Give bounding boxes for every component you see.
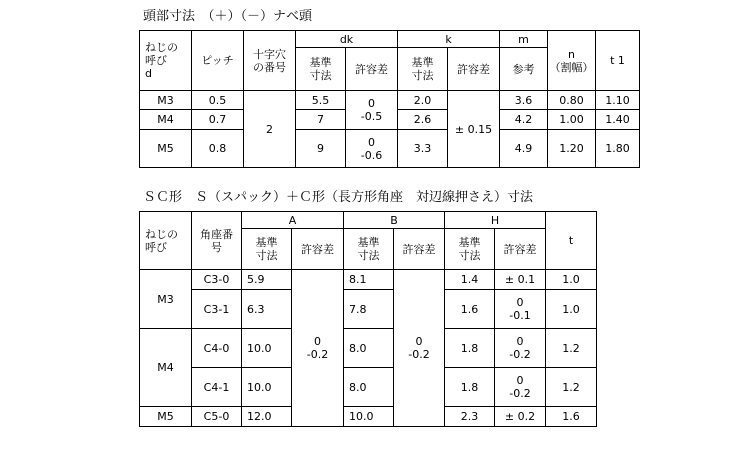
cell-b: 8.0 bbox=[344, 368, 394, 407]
cell-k: 2.0 bbox=[398, 91, 448, 110]
cell-dk: 5.5 bbox=[296, 91, 346, 110]
table-row bbox=[140, 130, 640, 168]
table2-title: ＳＣ形 Ｓ（スパック）＋Ｃ形（長方形角座 対辺線押さえ）寸法 bbox=[143, 190, 534, 205]
cell-h-tolerance: 0 -0.2 bbox=[495, 368, 546, 407]
cell-washer-no: C4-0 bbox=[192, 329, 242, 368]
header-b-basic: 基準 寸法 bbox=[344, 229, 394, 270]
cell-nominal-m5: M5 bbox=[140, 407, 192, 427]
cell-washer-no: C3-0 bbox=[192, 270, 242, 290]
header-cross-recess-no: 十字穴 の番号 bbox=[244, 31, 296, 91]
header-A: A bbox=[242, 212, 344, 229]
cell-washer-no: C5-0 bbox=[192, 407, 242, 427]
cell-pitch: 0.8 bbox=[192, 130, 244, 168]
cell-h-tolerance: 0 -0.2 bbox=[495, 329, 546, 368]
sc-washer-dimensions-table bbox=[139, 211, 597, 427]
cell-h: 1.8 bbox=[445, 329, 495, 368]
cell-m: 3.6 bbox=[500, 91, 548, 110]
cell-d: M5 bbox=[140, 130, 192, 168]
cell-washer-no: C4-1 bbox=[192, 368, 242, 407]
cell-m: 4.9 bbox=[500, 130, 548, 168]
cell-b: 7.8 bbox=[344, 290, 394, 329]
cell-b: 8.0 bbox=[344, 329, 394, 368]
cell-a: 12.0 bbox=[242, 407, 292, 427]
header-B: B bbox=[344, 212, 445, 229]
cell-b: 8.1 bbox=[344, 270, 394, 290]
cell-d: M4 bbox=[140, 110, 192, 130]
cell-t1: 1.80 bbox=[596, 130, 640, 168]
header-nominal: ねじの 呼び bbox=[140, 212, 192, 270]
cell-n: 0.80 bbox=[548, 91, 596, 110]
cell-m: 4.2 bbox=[500, 110, 548, 130]
header-n: n （割幅） bbox=[548, 31, 596, 91]
cell-t1: 1.40 bbox=[596, 110, 640, 130]
cell-dk-tolerance: 0 -0.5 bbox=[346, 91, 398, 130]
table-row bbox=[140, 407, 597, 427]
header-nominal-d: ねじの 呼び d bbox=[140, 31, 192, 91]
head-dimensions-table bbox=[139, 30, 640, 168]
cell-pitch: 0.5 bbox=[192, 91, 244, 110]
cell-pitch: 0.7 bbox=[192, 110, 244, 130]
header-dk: dk bbox=[296, 31, 398, 48]
header-t: t bbox=[546, 212, 597, 270]
cell-a: 5.9 bbox=[242, 270, 292, 290]
table-row bbox=[140, 270, 597, 290]
cell-nominal-m3: M3 bbox=[140, 270, 192, 329]
cell-b-tolerance: 0 -0.2 bbox=[394, 270, 445, 427]
cell-h: 2.3 bbox=[445, 407, 495, 427]
cell-dk: 7 bbox=[296, 110, 346, 130]
cell-a: 10.0 bbox=[242, 329, 292, 368]
cell-d: M3 bbox=[140, 91, 192, 110]
cell-t: 1.0 bbox=[546, 270, 597, 290]
cell-t: 1.0 bbox=[546, 290, 597, 329]
cell-h: 1.6 bbox=[445, 290, 495, 329]
header-t1: t 1 bbox=[596, 31, 640, 91]
cell-h-tolerance: ± 0.1 bbox=[495, 270, 546, 290]
header-a-basic: 基準 寸法 bbox=[242, 229, 292, 270]
cell-n: 1.00 bbox=[548, 110, 596, 130]
cell-k-tolerance: ± 0.15 bbox=[448, 91, 500, 168]
cell-k: 2.6 bbox=[398, 110, 448, 130]
cell-k: 3.3 bbox=[398, 130, 448, 168]
cell-a: 10.0 bbox=[242, 368, 292, 407]
cell-t: 1.2 bbox=[546, 368, 597, 407]
cell-h-tolerance: 0 -0.1 bbox=[495, 290, 546, 329]
table-row bbox=[140, 290, 597, 329]
table-row bbox=[140, 91, 640, 110]
cell-n: 1.20 bbox=[548, 130, 596, 168]
cell-a: 6.3 bbox=[242, 290, 292, 329]
cell-h-tolerance: ± 0.2 bbox=[495, 407, 546, 427]
cell-a-tolerance: 0 -0.2 bbox=[292, 270, 344, 427]
cell-t: 1.6 bbox=[546, 407, 597, 427]
cell-b: 10.0 bbox=[344, 407, 394, 427]
header-h-tolerance: 許容差 bbox=[495, 229, 546, 270]
header-a-tolerance: 許容差 bbox=[292, 229, 344, 270]
header-k-tolerance: 許容差 bbox=[448, 48, 500, 91]
table1-title: 頭部寸法 （＋）（－）ナベ頭 bbox=[143, 9, 313, 24]
table-row bbox=[140, 329, 597, 368]
table-row bbox=[140, 368, 597, 407]
cell-nominal-m4: M4 bbox=[140, 329, 192, 407]
cell-cross-recess-no: 2 bbox=[244, 91, 296, 168]
header-dk-tolerance: 許容差 bbox=[346, 48, 398, 91]
header-pitch: ピッチ bbox=[192, 31, 244, 91]
header-dk-basic: 基準 寸法 bbox=[296, 48, 346, 91]
header-m: m bbox=[500, 31, 548, 48]
cell-h: 1.8 bbox=[445, 368, 495, 407]
header-k: k bbox=[398, 31, 500, 48]
header-k-basic: 基準 寸法 bbox=[398, 48, 448, 91]
header-h-basic: 基準 寸法 bbox=[445, 229, 495, 270]
header-m-reference: 参考 bbox=[500, 48, 548, 91]
cell-dk-tolerance: 0 -0.6 bbox=[346, 130, 398, 168]
cell-t1: 1.10 bbox=[596, 91, 640, 110]
cell-washer-no: C3-1 bbox=[192, 290, 242, 329]
cell-t: 1.2 bbox=[546, 329, 597, 368]
header-washer-no: 角座番 号 bbox=[192, 212, 242, 270]
header-b-tolerance: 許容差 bbox=[394, 229, 445, 270]
header-H: H bbox=[445, 212, 546, 229]
cell-h: 1.4 bbox=[445, 270, 495, 290]
cell-dk: 9 bbox=[296, 130, 346, 168]
